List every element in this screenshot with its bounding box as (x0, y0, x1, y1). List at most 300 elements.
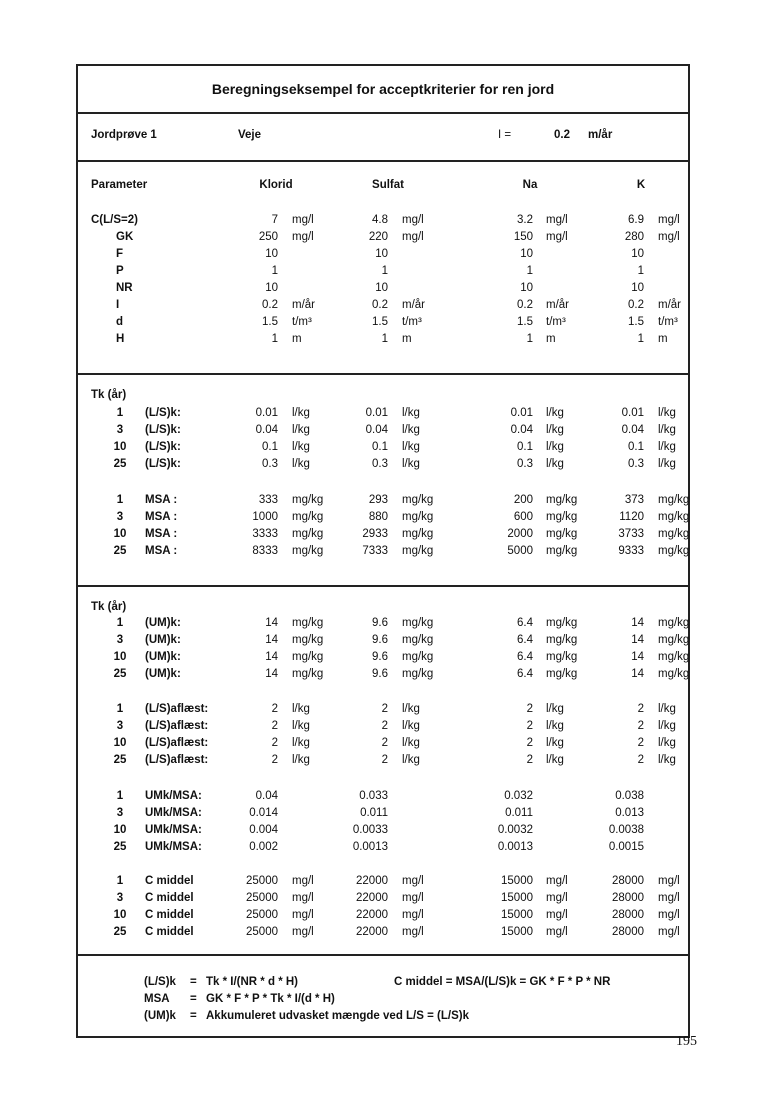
umk-row-value: 6.4 (517, 634, 533, 646)
param-value: 10 (265, 248, 278, 260)
msa-row-value: 3733 (618, 528, 644, 540)
ls-read-row-unit: l/kg (546, 737, 564, 749)
param-value: 0.2 (517, 299, 533, 311)
param-value: 10 (265, 282, 278, 294)
umk-msa-row-value: 0.014 (249, 807, 278, 819)
msa-row-value: 293 (368, 494, 388, 506)
calculation-table (76, 64, 690, 1038)
ls-read-row-unit: l/kg (658, 754, 676, 766)
msa-row-value: 2000 (507, 528, 533, 540)
ls-read-row-value: 2 (381, 720, 388, 732)
cmiddel-row-unit: mg/l (402, 892, 424, 904)
umk-msa-row-label: UMk/MSA: (145, 807, 202, 819)
msa-row-value: 333 (258, 494, 278, 506)
param-unit: m/år (402, 299, 425, 311)
cmiddel-row-value: 15000 (501, 909, 533, 921)
umk-row-unit: mg/kg (292, 668, 324, 680)
umk-msa-row-value: 0.033 (359, 790, 388, 802)
umk-row-value: 14 (265, 617, 278, 629)
ls-read-row-tk: 3 (116, 720, 124, 732)
formula-umk-rhs: Akkumuleret udvasket mængde ved L/S = (L/S)k (206, 1010, 469, 1022)
ls-row-value: 0.1 (628, 441, 644, 453)
ls-read-row-value: 2 (637, 754, 644, 766)
param-value: 220 (368, 231, 388, 243)
umk-msa-row-tk: 1 (116, 790, 124, 802)
umk-row-value: 14 (631, 668, 644, 680)
formula-cmiddel: C middel = MSA/(L/S)k = GK * F * P * NR (394, 976, 611, 988)
param-unit: mg/l (402, 231, 424, 243)
umk-row-unit: mg/kg (546, 651, 578, 663)
umk-msa-row-value: 0.0033 (352, 824, 388, 836)
formula-msa-rhs: GK * F * P * Tk * I/(d * H) (206, 993, 335, 1005)
column-header-sulfat: Sulfat (372, 179, 404, 191)
tk-header: Tk (år) (91, 601, 127, 613)
cmiddel-row-label: C middel (145, 892, 194, 904)
umk-row-value: 9.6 (372, 651, 388, 663)
cmiddel-row-value: 28000 (612, 875, 644, 887)
cmiddel-row-unit: mg/l (292, 875, 314, 887)
ls-read-row-value: 2 (381, 754, 388, 766)
msa-row-tk: 1 (116, 494, 124, 506)
cmiddel-row-value: 25000 (246, 875, 278, 887)
ls-read-row-value: 2 (271, 737, 278, 749)
param-unit: mg/l (658, 214, 680, 226)
msa-row-unit: mg/kg (546, 511, 578, 523)
ls-read-row-value: 2 (637, 737, 644, 749)
msa-row-label: MSA : (145, 545, 178, 557)
ls-read-row-label: (L/S)aflæst: (145, 737, 209, 749)
formula-ls-rhs: Tk * I/(NR * d * H) (206, 976, 299, 988)
param-value: 10 (520, 282, 533, 294)
cmiddel-row-label: C middel (145, 926, 194, 938)
ls-row-value: 0.1 (262, 441, 278, 453)
table-title: Beregningseksempel for acceptkriterier for ren jord (78, 66, 688, 114)
msa-row-value: 1120 (619, 511, 644, 523)
cmiddel-row-value: 25000 (246, 926, 278, 938)
msa-row-value: 7333 (362, 545, 388, 557)
ls-read-row-value: 2 (271, 703, 278, 715)
cmiddel-row-value: 25000 (246, 892, 278, 904)
umk-msa-row-value: 0.0032 (497, 824, 533, 836)
param-unit: mg/l (402, 214, 424, 226)
umk-row-unit: mg/kg (292, 634, 324, 646)
umk-row-label: (UM)k: (145, 634, 181, 646)
umk-row-value: 6.4 (517, 668, 533, 680)
umk-msa-row-value: 0.0013 (352, 841, 388, 853)
umk-row-unit: mg/kg (402, 668, 434, 680)
umk-row-value: 14 (265, 651, 278, 663)
cmiddel-row-tk: 25 (113, 926, 127, 938)
umk-row-value: 6.4 (517, 617, 533, 629)
param-value: 7 (271, 214, 278, 226)
param-value: 1 (381, 265, 388, 277)
formula-msa-eq: = (190, 993, 197, 1005)
param-unit: m/år (658, 299, 681, 311)
cmiddel-row-unit: mg/l (292, 926, 314, 938)
ls-read-row-value: 2 (526, 737, 533, 749)
param-name: F (116, 248, 124, 260)
msa-row-tk: 10 (113, 528, 127, 540)
param-unit: mg/l (546, 231, 568, 243)
umk-msa-row-value: 0.0015 (608, 841, 644, 853)
umk-row-unit: mg/kg (402, 651, 434, 663)
cmiddel-row-label: C middel (145, 909, 194, 921)
param-unit: t/m³ (546, 316, 566, 328)
umk-row-label: (UM)k: (145, 668, 181, 680)
umk-msa-row-value: 0.038 (615, 790, 644, 802)
ls-read-row-value: 2 (271, 754, 278, 766)
cmiddel-row-unit: mg/l (292, 909, 314, 921)
ls-read-row-label: (L/S)aflæst: (145, 720, 209, 732)
param-value: 1 (526, 333, 533, 345)
formula-umk-eq: = (190, 1010, 197, 1022)
column-header-k: K (636, 179, 646, 191)
ls-read-row-tk: 10 (113, 737, 127, 749)
umk-msa-row-label: UMk/MSA: (145, 841, 202, 853)
umk-msa-row-value: 0.0038 (608, 824, 644, 836)
param-value: 1 (637, 265, 644, 277)
msa-row-unit: mg/kg (402, 528, 434, 540)
umk-msa-row-value: 0.04 (255, 790, 278, 802)
param-value: 1 (381, 333, 388, 345)
ls-row-value: 0.3 (628, 458, 644, 470)
param-value: 1.5 (372, 316, 388, 328)
ls-row-tk: 3 (116, 424, 124, 436)
ls-row-label: (L/S)k: (145, 424, 181, 436)
ls-read-row-tk: 1 (116, 703, 124, 715)
ls-row-value: 0.1 (372, 441, 388, 453)
umk-row-value: 14 (265, 634, 278, 646)
param-unit: m/år (546, 299, 569, 311)
ls-read-row-unit: l/kg (546, 720, 564, 732)
cmiddel-row-unit: mg/l (658, 909, 680, 921)
param-name: GK (116, 231, 134, 243)
ls-row-unit: l/kg (546, 424, 564, 436)
cmiddel-row-value: 15000 (501, 892, 533, 904)
ls-read-row-value: 2 (526, 720, 533, 732)
ls-row-value: 0.04 (255, 424, 278, 436)
msa-row-unit: mg/kg (292, 528, 324, 540)
ls-row-label: (L/S)k: (145, 441, 181, 453)
ls-row-tk: 1 (116, 407, 124, 419)
msa-row-value: 2933 (362, 528, 388, 540)
umk-row-unit: mg/kg (402, 617, 434, 629)
cmiddel-row-value: 15000 (501, 926, 533, 938)
ls-row-value: 0.3 (517, 458, 533, 470)
umk-msa-row-value: 0.032 (504, 790, 533, 802)
sample-info-section (78, 112, 688, 162)
param-unit: m/år (292, 299, 315, 311)
param-value: 1.5 (517, 316, 533, 328)
umk-msa-row-value: 0.013 (615, 807, 644, 819)
ls-row-unit: l/kg (292, 441, 310, 453)
umk-msa-row-value: 0.011 (505, 807, 533, 819)
umk-msa-row-label: UMk/MSA: (145, 824, 202, 836)
cmiddel-row-unit: mg/l (402, 926, 424, 938)
param-value: 6.9 (628, 214, 644, 226)
umk-row-value: 9.6 (372, 668, 388, 680)
ls-row-value: 0.01 (365, 407, 388, 419)
ls-read-row-label: (L/S)aflæst: (145, 703, 209, 715)
umk-row-value: 14 (631, 651, 644, 663)
param-value: 0.2 (628, 299, 644, 311)
msa-row-label: MSA : (145, 511, 178, 523)
param-value: 250 (258, 231, 278, 243)
ls-read-row-unit: l/kg (402, 737, 420, 749)
ls-row-value: 0.3 (372, 458, 388, 470)
umk-msa-row-tk: 25 (113, 841, 127, 853)
umk-msa-row-value: 0.004 (249, 824, 278, 836)
ls-read-row-value: 2 (381, 703, 388, 715)
formula-msa-lhs: MSA (144, 993, 170, 1005)
msa-row-unit: mg/kg (402, 511, 434, 523)
cmiddel-row-unit: mg/l (546, 892, 568, 904)
infiltration-value: 0.2 (554, 129, 570, 141)
msa-row-unit: mg/kg (658, 528, 690, 540)
ls-read-row-unit: l/kg (292, 737, 310, 749)
param-unit: m (292, 333, 302, 345)
param-unit: m (402, 333, 412, 345)
param-value: 1 (637, 333, 644, 345)
ls-row-tk: 25 (113, 458, 127, 470)
param-unit: mg/l (546, 214, 568, 226)
ls-read-row-unit: l/kg (292, 703, 310, 715)
cmiddel-row-unit: mg/l (402, 909, 424, 921)
sample-label: Jordprøve 1 (91, 129, 157, 141)
column-header-na: Na (522, 179, 538, 191)
msa-row-tk: 3 (116, 511, 124, 523)
ls-read-row-unit: l/kg (658, 737, 676, 749)
cmiddel-row-value: 22000 (356, 875, 388, 887)
page-number: 195 (676, 1034, 697, 1049)
param-value: 4.8 (372, 214, 388, 226)
umk-row-unit: mg/kg (402, 634, 434, 646)
cmiddel-row-value: 25000 (246, 909, 278, 921)
cmiddel-row-unit: mg/l (402, 875, 424, 887)
param-value: 150 (513, 231, 533, 243)
ls-row-unit: l/kg (292, 407, 310, 419)
umk-row-unit: mg/kg (292, 617, 324, 629)
cmiddel-row-unit: mg/l (546, 909, 568, 921)
param-name: d (116, 316, 124, 328)
cmiddel-row-unit: mg/l (658, 875, 680, 887)
param-unit: m (546, 333, 556, 345)
ls-row-unit: l/kg (658, 407, 676, 419)
umk-row-label: (UM)k: (145, 617, 181, 629)
msa-row-value: 9333 (618, 545, 644, 557)
param-value: 10 (631, 282, 644, 294)
umk-row-unit: mg/kg (658, 651, 690, 663)
ls-read-row-value: 2 (381, 737, 388, 749)
msa-row-unit: mg/kg (546, 528, 578, 540)
msa-row-unit: mg/kg (292, 494, 324, 506)
umk-msa-row-value: 0.0013 (497, 841, 533, 853)
msa-row-unit: mg/kg (658, 511, 690, 523)
formula-ls-lhs: (L/S)k (144, 976, 176, 988)
msa-row-value: 3333 (252, 528, 278, 540)
cmiddel-row-unit: mg/l (658, 892, 680, 904)
msa-row-value: 1000 (252, 511, 278, 523)
umk-row-unit: mg/kg (546, 634, 578, 646)
infiltration-label: I = (498, 129, 512, 141)
ls-row-value: 0.01 (510, 407, 533, 419)
ls-row-unit: l/kg (402, 458, 420, 470)
umk-row-label: (UM)k: (145, 651, 181, 663)
ls-row-unit: l/kg (546, 407, 564, 419)
column-header-klorid: Klorid (259, 179, 293, 191)
param-name: P (116, 265, 124, 277)
ls-row-unit: l/kg (546, 458, 564, 470)
umk-msa-row-value: 0.011 (360, 807, 388, 819)
param-value: 10 (520, 248, 533, 260)
ls-read-row-value: 2 (637, 703, 644, 715)
infiltration-unit: m/år (588, 129, 613, 141)
cmiddel-row-tk: 1 (116, 875, 124, 887)
cmiddel-row-value: 28000 (612, 926, 644, 938)
param-value: 3.2 (517, 214, 533, 226)
param-unit: t/m³ (402, 316, 422, 328)
ls-read-row-tk: 25 (113, 754, 127, 766)
param-name: H (116, 333, 125, 345)
ls-read-row-unit: l/kg (402, 754, 420, 766)
ls-read-row-unit: l/kg (292, 754, 310, 766)
ls-read-row-unit: l/kg (292, 720, 310, 732)
umk-row-unit: mg/kg (546, 617, 578, 629)
msa-row-label: MSA : (145, 494, 178, 506)
ls-read-row-unit: l/kg (402, 720, 420, 732)
formula-section (78, 956, 688, 1036)
ls-row-label: (L/S)k: (145, 407, 181, 419)
msa-row-unit: mg/kg (658, 545, 690, 557)
msa-row-value: 200 (513, 494, 533, 506)
param-unit: mg/l (292, 231, 314, 243)
ls-read-row-value: 2 (637, 720, 644, 732)
cmiddel-row-unit: mg/l (292, 892, 314, 904)
umk-row-value: 14 (265, 668, 278, 680)
umk-row-unit: mg/kg (658, 634, 690, 646)
param-value: 0.2 (372, 299, 388, 311)
ls-row-value: 0.01 (621, 407, 644, 419)
umk-row-unit: mg/kg (546, 668, 578, 680)
formula-umk-lhs: (UM)k (144, 1010, 176, 1022)
parameter-header: Parameter (91, 179, 148, 191)
param-value: 280 (624, 231, 644, 243)
cmiddel-row-unit: mg/l (546, 875, 568, 887)
cmiddel-row-value: 28000 (612, 909, 644, 921)
ls-row-unit: l/kg (658, 424, 676, 436)
param-unit: t/m³ (292, 316, 312, 328)
ls-row-unit: l/kg (292, 458, 310, 470)
ls-row-value: 0.04 (621, 424, 644, 436)
cmiddel-row-unit: mg/l (546, 926, 568, 938)
umk-row-unit: mg/kg (658, 668, 690, 680)
param-value: 1 (271, 333, 278, 345)
umk-msa-row-label: UMk/MSA: (145, 790, 202, 802)
ls-row-unit: l/kg (402, 424, 420, 436)
param-value: 10 (631, 248, 644, 260)
msa-row-unit: mg/kg (658, 494, 690, 506)
tk-header: Tk (år) (91, 389, 127, 401)
param-value: 0.2 (262, 299, 278, 311)
umk-row-value: 6.4 (517, 651, 533, 663)
ls-row-value: 0.01 (255, 407, 278, 419)
umk-row-value: 14 (631, 617, 644, 629)
param-unit: mg/l (292, 214, 314, 226)
ls-row-value: 0.04 (365, 424, 388, 436)
msa-row-unit: mg/kg (402, 545, 434, 557)
ls-read-row-unit: l/kg (658, 703, 676, 715)
cmiddel-row-tk: 10 (113, 909, 127, 921)
ls-read-row-value: 2 (526, 754, 533, 766)
cmiddel-row-value: 22000 (356, 926, 388, 938)
param-name: NR (116, 282, 133, 294)
parameter-section (78, 162, 688, 375)
umk-msa-row-tk: 3 (116, 807, 124, 819)
msa-row-value: 600 (513, 511, 533, 523)
umk-row-value: 9.6 (372, 634, 388, 646)
umk-row-unit: mg/kg (292, 651, 324, 663)
ls-row-value: 0.3 (262, 458, 278, 470)
msa-row-value: 8333 (252, 545, 278, 557)
ls-msa-section (78, 375, 688, 587)
ls-read-row-value: 2 (526, 703, 533, 715)
param-value: 10 (375, 282, 388, 294)
param-unit: m (658, 333, 668, 345)
msa-row-unit: mg/kg (292, 511, 324, 523)
ls-row-label: (L/S)k: (145, 458, 181, 470)
umk-row-tk: 1 (116, 617, 124, 629)
cmiddel-row-value: 28000 (612, 892, 644, 904)
cmiddel-row-unit: mg/l (658, 926, 680, 938)
ls-read-row-unit: l/kg (402, 703, 420, 715)
msa-row-value: 880 (368, 511, 388, 523)
cmiddel-row-value: 22000 (356, 892, 388, 904)
msa-row-unit: mg/kg (546, 494, 578, 506)
umk-msa-row-tk: 10 (113, 824, 127, 836)
ls-read-row-unit: l/kg (658, 720, 676, 732)
param-value: 10 (375, 248, 388, 260)
umk-row-value: 14 (631, 634, 644, 646)
ls-row-unit: l/kg (546, 441, 564, 453)
umk-row-unit: mg/kg (658, 617, 690, 629)
ls-row-unit: l/kg (402, 407, 420, 419)
umk-row-value: 9.6 (372, 617, 388, 629)
msa-row-unit: mg/kg (546, 545, 578, 557)
leaching-section (78, 587, 688, 956)
ls-read-row-label: (L/S)aflæst: (145, 754, 209, 766)
param-value: 1.5 (628, 316, 644, 328)
ls-row-unit: l/kg (658, 441, 676, 453)
ls-read-row-value: 2 (271, 720, 278, 732)
cmiddel-row-value: 15000 (501, 875, 533, 887)
formula-ls-eq: = (190, 976, 197, 988)
umk-row-tk: 25 (113, 668, 127, 680)
ls-row-value: 0.1 (517, 441, 533, 453)
msa-row-unit: mg/kg (292, 545, 324, 557)
ls-read-row-unit: l/kg (546, 703, 564, 715)
ls-row-unit: l/kg (402, 441, 420, 453)
msa-row-unit: mg/kg (402, 494, 434, 506)
param-value: 1 (526, 265, 533, 277)
cmiddel-row-tk: 3 (116, 892, 124, 904)
ls-read-row-unit: l/kg (546, 754, 564, 766)
param-unit: mg/l (658, 231, 680, 243)
umk-row-tk: 10 (113, 651, 127, 663)
ls-row-unit: l/kg (658, 458, 676, 470)
sample-type: Veje (238, 129, 262, 141)
cmiddel-row-label: C middel (145, 875, 194, 887)
param-name: C(L/S=2) (91, 214, 138, 226)
